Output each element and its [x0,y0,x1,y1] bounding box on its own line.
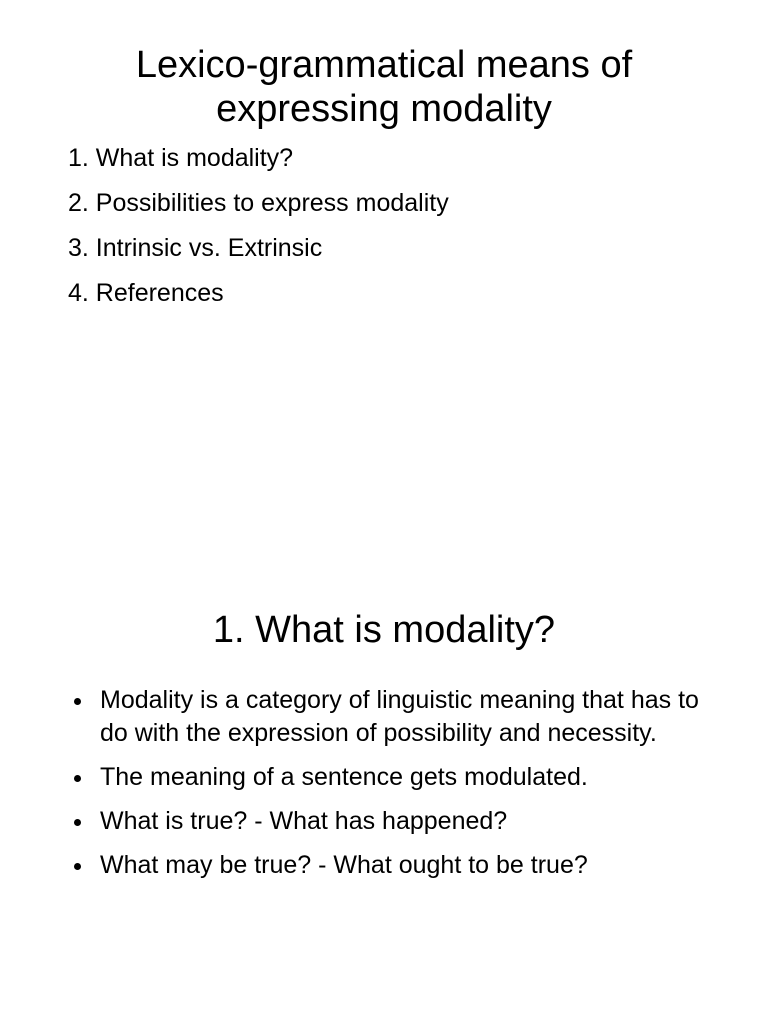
bullet-icon [74,863,81,870]
bullet-icon [74,698,81,705]
agenda-list [68,140,449,320]
agenda-item-possibilities: 2. Possibilities to express modality [68,189,449,217]
list-item [74,805,714,838]
list-item [74,684,714,750]
bullet-text: Modality is a category of linguistic meaning that has to do with the expression of possibility and necessity. [100,686,699,747]
bullet-text: What may be true? - What ought to be true? [100,851,588,879]
section-title: 1. What is modality? [212,609,556,651]
bullet-text: What is true? - What has happened? [100,807,508,835]
list-item [74,849,714,882]
list-item [74,761,714,794]
agenda-item-intrinsic-extrinsic: 3. Intrinsic vs. Extrinsic [68,234,323,262]
page-title: Lexico-grammatical means of expressing modality [135,44,633,130]
agenda-item-what-is-modality: 1. What is modality? [68,144,294,172]
bullet-icon [74,775,81,782]
agenda-item-references: 4. References [68,279,224,307]
bullet-icon [74,819,81,826]
bullet-text: The meaning of a sentence gets modulated. [100,763,588,791]
slide-what-is-modality [0,512,768,1024]
bullet-list [74,684,714,893]
